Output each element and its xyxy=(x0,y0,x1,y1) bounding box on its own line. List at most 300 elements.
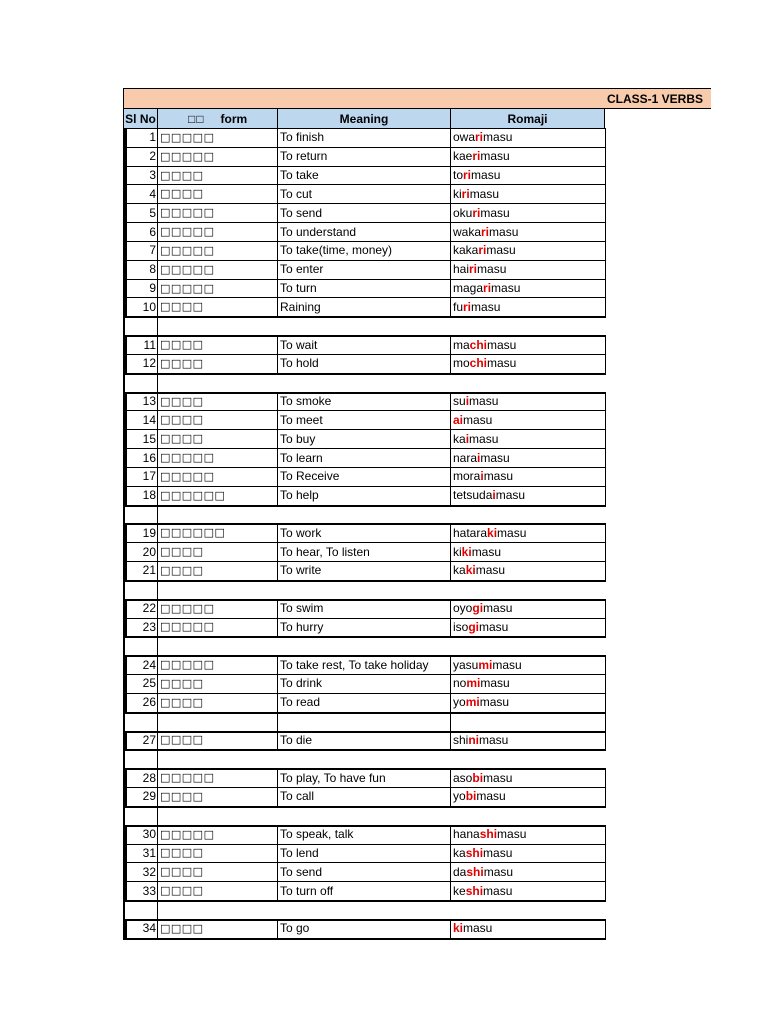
romaji-highlight: ri xyxy=(478,243,487,258)
verb-meaning: To enter xyxy=(280,262,324,277)
column-border xyxy=(123,373,125,392)
row-number: 29 xyxy=(125,787,157,806)
row-border xyxy=(123,373,157,374)
verb-form: □□□□□ xyxy=(160,469,215,483)
column-border xyxy=(157,900,158,919)
romaji-stem: yo xyxy=(453,789,466,804)
column-border xyxy=(157,749,158,768)
row-border xyxy=(123,316,606,318)
column-border xyxy=(605,919,606,938)
verb-meaning: To drink xyxy=(280,676,323,691)
verb-meaning: To go xyxy=(280,921,310,936)
verb-meaning: To finish xyxy=(280,130,325,145)
column-border xyxy=(605,768,606,787)
row-number: 27 xyxy=(125,731,157,750)
column-border xyxy=(605,693,606,712)
column-border xyxy=(157,373,158,392)
row-number: 11 xyxy=(125,335,157,354)
verb-form: □□□□ xyxy=(160,563,204,577)
row-border xyxy=(123,749,157,750)
verb-form: □□□□□ xyxy=(160,225,215,239)
verb-romaji xyxy=(451,128,605,147)
header-romaji-text: Romaji xyxy=(507,111,548,126)
column-border xyxy=(605,825,606,844)
verb-romaji xyxy=(451,919,605,938)
row-border xyxy=(123,806,606,808)
romaji-suffix: masu xyxy=(497,827,527,842)
row-number: 10 xyxy=(125,297,157,316)
verb-romaji xyxy=(451,241,605,260)
verb-romaji xyxy=(451,467,605,486)
romaji-suffix: masu xyxy=(480,450,510,465)
verb-form: □□□□□□ xyxy=(160,526,226,540)
column-border xyxy=(605,184,606,203)
romaji-stem: kaka xyxy=(453,243,479,258)
header-romaji xyxy=(450,108,605,129)
verb-form: □□□□□ xyxy=(160,601,215,615)
row-border xyxy=(123,900,157,901)
romaji-suffix: masu xyxy=(479,695,510,710)
romaji-highlight: i xyxy=(465,394,470,409)
verb-form: □□□□□ xyxy=(160,827,215,841)
verb-form: □□□□ xyxy=(160,432,204,446)
row-number: 31 xyxy=(125,844,157,863)
column-border xyxy=(605,297,606,316)
row-border xyxy=(123,505,606,507)
romaji-stem: mora xyxy=(453,469,481,484)
romaji-suffix: masu xyxy=(487,356,517,371)
romaji-suffix: masu xyxy=(483,770,513,785)
romaji-highlight: ki xyxy=(461,544,472,559)
verb-form: □□□□ xyxy=(160,695,204,709)
verb-form: □□□□ xyxy=(160,356,204,370)
row-number: 20 xyxy=(125,542,157,561)
row-number: 9 xyxy=(125,279,157,298)
row-border xyxy=(123,316,157,317)
romaji-highlight: ri xyxy=(463,168,472,183)
column-border xyxy=(605,354,606,373)
verb-romaji xyxy=(451,523,605,542)
column-border xyxy=(605,410,606,429)
romaji-highlight: ri xyxy=(472,149,481,164)
romaji-suffix: masu xyxy=(480,149,510,164)
column-border xyxy=(605,429,606,448)
romaji-suffix: masu xyxy=(476,789,506,804)
verb-romaji xyxy=(451,655,605,674)
column-border xyxy=(450,712,451,731)
column-border xyxy=(605,712,606,731)
romaji-highlight: i xyxy=(465,431,470,446)
verb-form: □□□□ xyxy=(160,168,204,182)
verb-romaji xyxy=(451,203,605,222)
verb-meaning: To turn off xyxy=(280,883,334,898)
verb-form: □□□□□ xyxy=(160,243,215,257)
verb-form: □□□□ xyxy=(160,884,204,898)
header-meaning xyxy=(277,108,451,129)
column-border xyxy=(123,806,125,825)
romaji-stem: ma xyxy=(453,337,470,352)
romaji-suffix: masu xyxy=(480,676,510,691)
column-border xyxy=(157,580,158,599)
verb-form: □□□□ xyxy=(160,187,204,201)
column-border xyxy=(605,674,606,693)
row-border xyxy=(123,580,606,582)
row-number: 4 xyxy=(125,184,157,203)
romaji-highlight: bi xyxy=(472,770,484,785)
verb-form: □□□□ xyxy=(160,338,204,352)
verb-romaji xyxy=(451,147,605,166)
column-border xyxy=(123,505,125,524)
column-border xyxy=(605,241,606,260)
verb-form: □□□□ xyxy=(160,921,204,935)
romaji-stem: yo xyxy=(453,695,466,710)
verb-romaji xyxy=(451,448,605,467)
column-border xyxy=(605,467,606,486)
verb-romaji xyxy=(451,260,605,279)
romaji-highlight: ri xyxy=(469,262,478,277)
romaji-highlight: ri xyxy=(481,224,490,239)
romaji-stem: owa xyxy=(453,130,476,145)
verb-meaning: To smoke xyxy=(280,394,332,409)
romaji-highlight: gi xyxy=(472,601,484,616)
header-sl-no-text: Sl No xyxy=(125,111,156,126)
row-border xyxy=(123,749,606,751)
column-border xyxy=(605,392,606,411)
column-border xyxy=(123,316,125,335)
column-border xyxy=(605,279,606,298)
row-number: 33 xyxy=(125,881,157,900)
verb-meaning: To send xyxy=(280,205,323,220)
romaji-highlight: i xyxy=(492,488,496,503)
romaji-suffix: masu xyxy=(475,563,506,578)
column-border xyxy=(605,486,606,505)
romaji-suffix: masu xyxy=(483,130,513,145)
verb-meaning: To wait xyxy=(280,337,318,352)
row-number: 2 xyxy=(125,147,157,166)
verb-meaning: To help xyxy=(280,488,319,503)
romaji-stem: ka xyxy=(453,845,466,860)
verb-romaji xyxy=(451,787,605,806)
verb-meaning: To lend xyxy=(280,845,319,860)
verb-meaning: To call xyxy=(280,789,315,804)
verb-romaji xyxy=(451,184,605,203)
verb-romaji xyxy=(451,222,605,241)
romaji-stem: hatara xyxy=(453,525,488,540)
verb-form: □□□□ xyxy=(160,413,204,427)
verb-meaning: To hold xyxy=(280,356,319,371)
row-number: 25 xyxy=(125,674,157,693)
romaji-stem: no xyxy=(453,676,467,691)
verb-meaning: To understand xyxy=(280,224,357,239)
column-border xyxy=(123,749,125,768)
verb-form: □□□□ xyxy=(160,733,204,747)
verb-romaji xyxy=(451,862,605,881)
column-border xyxy=(605,222,606,241)
romaji-stem: ki xyxy=(453,544,462,559)
verb-romaji xyxy=(451,279,605,298)
header-sl-no xyxy=(123,108,158,129)
row-border xyxy=(123,636,606,638)
verb-romaji xyxy=(451,599,605,618)
row-border xyxy=(123,636,157,637)
verb-form: □□□□ xyxy=(160,789,204,803)
verb-form: □□□□□□ xyxy=(160,488,226,502)
romaji-highlight: ki xyxy=(465,563,476,578)
verb-form: □□□□□ xyxy=(160,262,215,276)
romaji-suffix: masu xyxy=(477,262,507,277)
table-title xyxy=(123,88,711,109)
row-number: 18 xyxy=(125,486,157,505)
verb-romaji xyxy=(451,731,605,750)
row-number: 28 xyxy=(125,768,157,787)
verb-romaji xyxy=(451,693,605,712)
verb-meaning: To hear, To listen xyxy=(280,544,370,559)
romaji-suffix: masu xyxy=(469,394,499,409)
verb-meaning: To return xyxy=(280,149,328,164)
column-border xyxy=(605,862,606,881)
romaji-suffix: masu xyxy=(497,525,527,540)
row-number: 23 xyxy=(125,618,157,637)
header-meaning-text: Meaning xyxy=(339,111,389,126)
romaji-stem: hai xyxy=(453,262,470,277)
row-number: 30 xyxy=(125,825,157,844)
row-number: 12 xyxy=(125,354,157,373)
verb-romaji xyxy=(451,542,605,561)
verb-meaning: To turn xyxy=(280,281,317,296)
column-border xyxy=(605,844,606,863)
verb-form: □□□□ xyxy=(160,846,204,860)
romaji-highlight: ki xyxy=(487,525,498,540)
romaji-suffix: masu xyxy=(483,883,513,898)
row-number: 24 xyxy=(125,655,157,674)
romaji-stem: kae xyxy=(453,149,473,164)
romaji-suffix: masu xyxy=(486,243,516,258)
column-border xyxy=(605,260,606,279)
column-border xyxy=(157,316,158,335)
row-number: 34 xyxy=(125,919,157,938)
column-border xyxy=(277,712,278,731)
row-border xyxy=(123,505,157,506)
romaji-stem: waka xyxy=(453,224,482,239)
verb-romaji xyxy=(451,486,605,505)
romaji-highlight: ri xyxy=(483,281,492,296)
romaji-stem: iso xyxy=(453,619,469,634)
row-number: 15 xyxy=(125,429,157,448)
column-border xyxy=(605,655,606,674)
column-border xyxy=(605,448,606,467)
verb-romaji xyxy=(451,618,605,637)
verb-form: □□□□□ xyxy=(160,130,215,144)
romaji-suffix: masu xyxy=(463,412,493,427)
header-form xyxy=(157,108,278,129)
romaji-highlight: ri xyxy=(461,186,470,201)
romaji-stem: shi xyxy=(453,732,469,747)
verb-form: □□□□ xyxy=(160,676,204,690)
verb-romaji xyxy=(451,354,605,373)
column-border xyxy=(605,523,606,542)
romaji-suffix: masu xyxy=(491,281,521,296)
romaji-suffix: masu xyxy=(463,921,493,936)
verb-meaning: To play, To have fun xyxy=(280,770,386,785)
verb-meaning: To send xyxy=(280,864,323,879)
header-form-jp: □□ xyxy=(188,111,205,126)
romaji-suffix: masu xyxy=(495,488,526,503)
column-border xyxy=(605,561,606,580)
verb-meaning: To take(time, money) xyxy=(280,243,393,258)
romaji-highlight: ai xyxy=(453,412,464,427)
romaji-suffix: masu xyxy=(483,845,513,860)
verb-meaning: To speak, talk xyxy=(280,827,354,842)
verb-romaji xyxy=(451,561,605,580)
verb-form: □□□□□ xyxy=(160,620,215,634)
romaji-stem: to xyxy=(453,168,464,183)
verb-meaning: To Receive xyxy=(280,469,340,484)
romaji-suffix: masu xyxy=(471,544,502,559)
verb-meaning: To take xyxy=(280,168,319,183)
romaji-highlight: i xyxy=(480,469,484,484)
row-border xyxy=(123,712,606,714)
romaji-stem: ki xyxy=(453,186,462,201)
romaji-suffix: masu xyxy=(492,657,522,672)
row-number: 21 xyxy=(125,561,157,580)
romaji-suffix: masu xyxy=(489,224,519,239)
row-border xyxy=(123,900,606,902)
romaji-stem: oyo xyxy=(453,601,473,616)
romaji-suffix: masu xyxy=(479,619,509,634)
romaji-suffix: masu xyxy=(479,732,509,747)
row-number: 5 xyxy=(125,203,157,222)
romaji-stem: aso xyxy=(453,770,473,785)
verb-meaning: To work xyxy=(280,525,322,540)
romaji-stem: mo xyxy=(453,356,470,371)
row-number: 19 xyxy=(125,523,157,542)
verb-form: □□□□□ xyxy=(160,206,215,220)
romaji-stem: nara xyxy=(453,450,478,465)
verb-meaning: To buy xyxy=(280,431,316,446)
romaji-highlight: mi xyxy=(466,676,481,691)
verb-form: □□□□□ xyxy=(160,281,215,295)
verb-form: □□□□□ xyxy=(160,658,215,672)
verb-form: □□□□□ xyxy=(160,771,215,785)
verb-romaji xyxy=(451,844,605,863)
row-border xyxy=(123,580,157,581)
romaji-highlight: ri xyxy=(472,205,481,220)
verb-form: □□□□ xyxy=(160,394,204,408)
romaji-highlight: i xyxy=(477,450,481,465)
romaji-stem: maga xyxy=(453,281,484,296)
verb-romaji xyxy=(451,410,605,429)
romaji-highlight: chi xyxy=(469,356,488,371)
verb-romaji xyxy=(451,166,605,185)
romaji-suffix: masu xyxy=(487,337,517,352)
romaji-stem: oku xyxy=(453,205,473,220)
column-border xyxy=(605,166,606,185)
column-border xyxy=(157,806,158,825)
romaji-highlight: shi xyxy=(465,845,484,860)
column-border xyxy=(605,335,606,354)
verb-form: □□□□ xyxy=(160,300,204,314)
romaji-suffix: masu xyxy=(480,205,510,220)
column-border xyxy=(123,900,125,919)
verb-romaji xyxy=(451,825,605,844)
column-border xyxy=(123,580,125,599)
column-border xyxy=(605,599,606,618)
romaji-stem: ke xyxy=(453,883,466,898)
romaji-highlight: shi xyxy=(479,827,498,842)
verb-meaning: To cut xyxy=(280,186,313,201)
romaji-highlight: ni xyxy=(468,732,480,747)
row-number: 6 xyxy=(125,222,157,241)
verb-meaning: To take rest, To take holiday xyxy=(280,657,429,672)
romaji-highlight: mi xyxy=(465,695,480,710)
verb-form: □□□□ xyxy=(160,545,204,559)
romaji-suffix: masu xyxy=(471,299,501,314)
romaji-stem: su xyxy=(453,394,466,409)
row-number: 3 xyxy=(125,166,157,185)
romaji-stem: hana xyxy=(453,827,480,842)
romaji-suffix: masu xyxy=(469,431,499,446)
verb-romaji xyxy=(451,297,605,316)
verb-meaning: To read xyxy=(280,695,321,710)
romaji-stem: fu xyxy=(453,299,464,314)
row-border xyxy=(123,806,157,807)
verb-meaning: To swim xyxy=(280,601,324,616)
romaji-stem: yasu xyxy=(453,657,479,672)
verb-form: □□□□ xyxy=(160,865,204,879)
header-form-en: form xyxy=(220,111,248,126)
row-number: 32 xyxy=(125,862,157,881)
verb-meaning: To learn xyxy=(280,450,323,465)
column-border xyxy=(157,636,158,655)
verb-romaji xyxy=(451,768,605,787)
row-number: 13 xyxy=(125,392,157,411)
row-number: 16 xyxy=(125,448,157,467)
verb-romaji xyxy=(451,881,605,900)
verb-form: □□□□□ xyxy=(160,149,215,163)
table-title-text: CLASS-1 VERBS xyxy=(606,91,703,106)
column-border xyxy=(605,128,606,147)
row-border xyxy=(123,938,606,940)
verb-romaji xyxy=(451,335,605,354)
row-number: 14 xyxy=(125,410,157,429)
verb-meaning: To hurry xyxy=(280,619,324,634)
romaji-stem: ka xyxy=(453,431,466,446)
verb-meaning: To meet xyxy=(280,412,323,427)
row-number: 22 xyxy=(125,599,157,618)
row-number: 17 xyxy=(125,467,157,486)
verb-romaji xyxy=(451,429,605,448)
column-border xyxy=(157,712,158,731)
romaji-highlight: ki xyxy=(453,921,464,936)
romaji-highlight: chi xyxy=(469,337,488,352)
column-border xyxy=(605,542,606,561)
row-number: 26 xyxy=(125,693,157,712)
column-border xyxy=(123,636,125,655)
verb-form: □□□□□ xyxy=(160,451,215,465)
column-border xyxy=(157,505,158,524)
romaji-highlight: shi xyxy=(465,883,484,898)
romaji-highlight: mi xyxy=(478,657,493,672)
column-border xyxy=(605,203,606,222)
verb-meaning: To write xyxy=(280,563,322,578)
column-border xyxy=(605,787,606,806)
row-number: 8 xyxy=(125,260,157,279)
verb-romaji xyxy=(451,392,605,411)
romaji-suffix: masu xyxy=(469,186,500,201)
romaji-highlight: bi xyxy=(465,789,477,804)
column-border xyxy=(605,618,606,637)
romaji-suffix: masu xyxy=(483,864,514,879)
